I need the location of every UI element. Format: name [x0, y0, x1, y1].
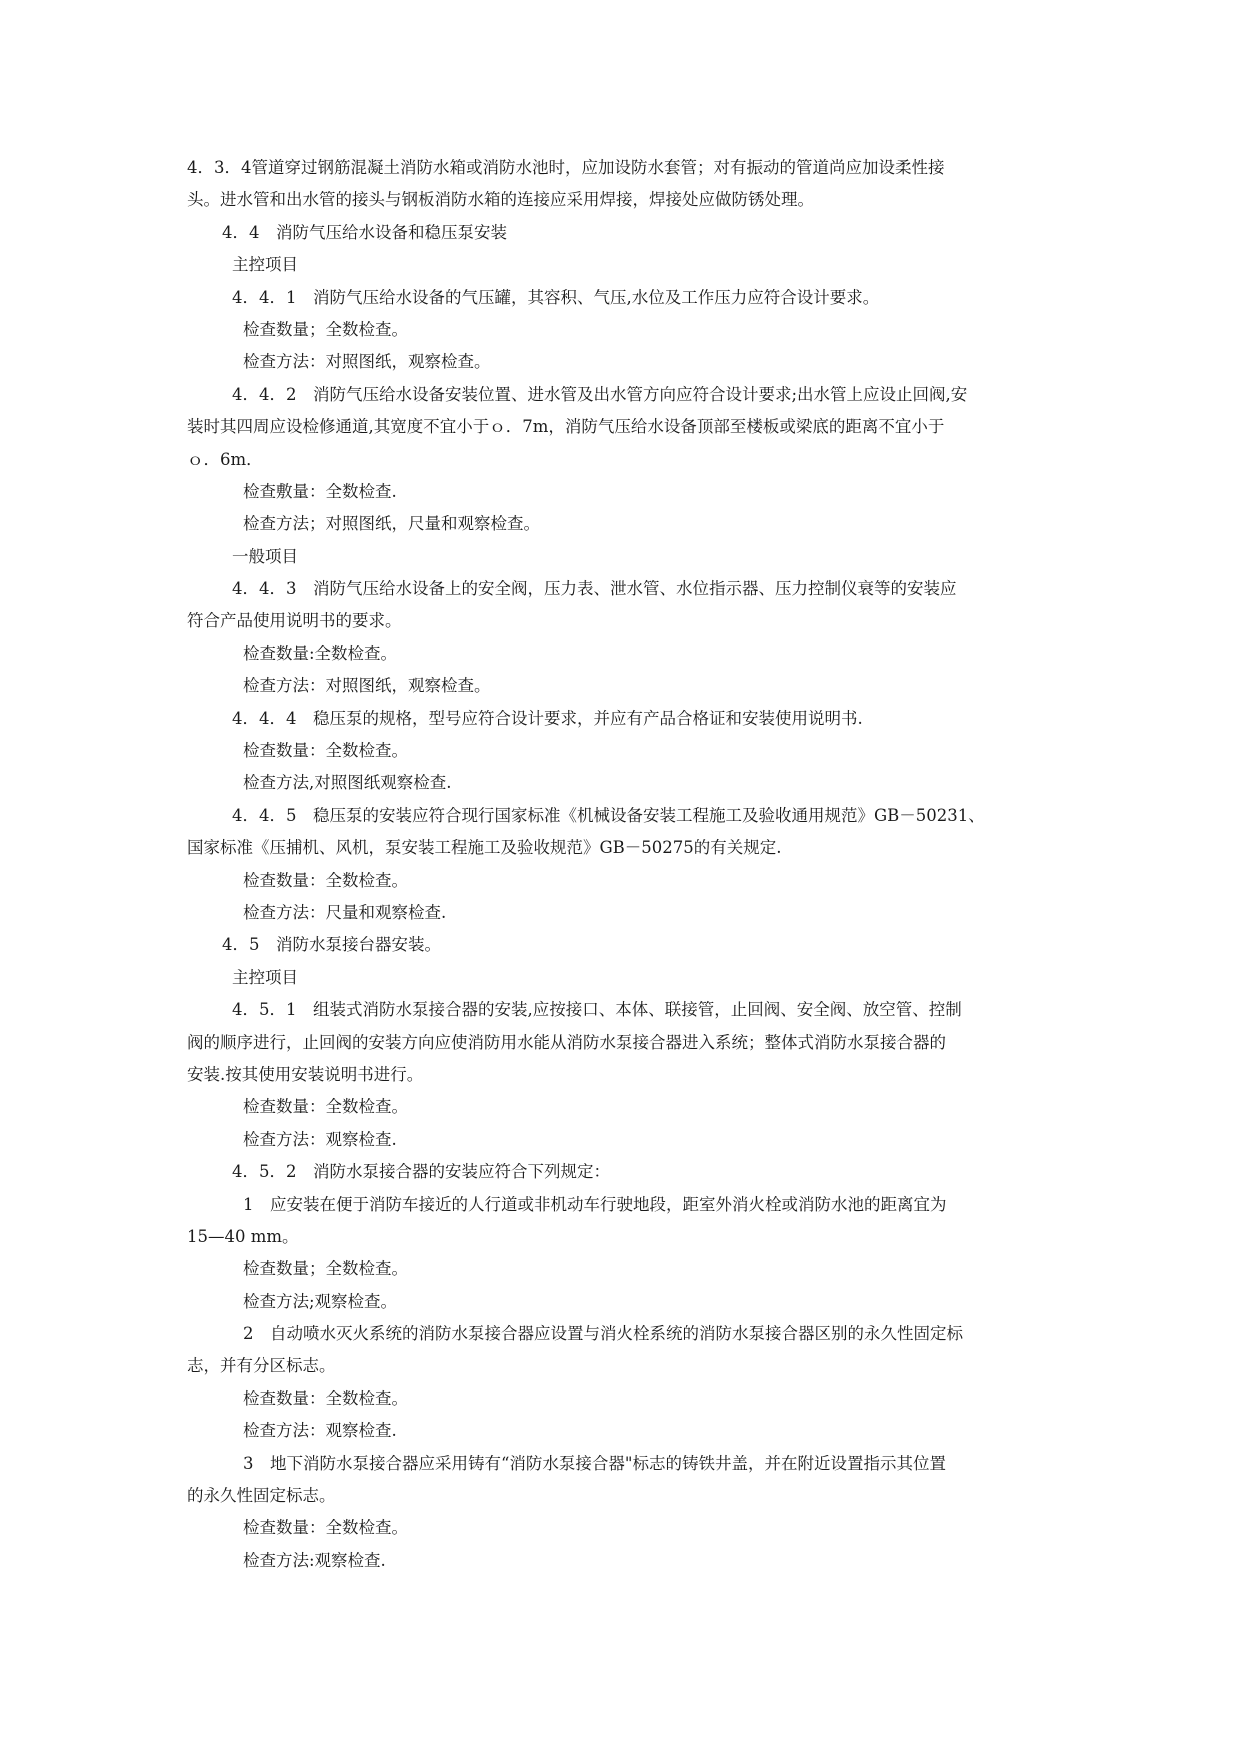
text-line: 检查方法,对照图纸观察检查. [243, 773, 452, 793]
text-line: 检查数量：全数检查。 [243, 870, 408, 890]
text-line: 装时其四周应设检修通道,其宽度不宜小于ｏ．7m，消防气压给水设备顶部至楼板或梁底的距离不宜小于 [187, 417, 945, 437]
text-line: 4．5．2 消防水泵接合器的安装应符合下列规定： [232, 1162, 610, 1182]
text-line: 一般项目 [232, 546, 298, 566]
text-line: 的永久性固定标志。 [187, 1486, 336, 1506]
text-line: 4．4．4 稳压泵的规格，型号应符合设计要求，并应有产品合格证和安装使用说明书. [232, 708, 863, 728]
text-line: 检查方法：观察检查. [243, 1421, 397, 1441]
text-line: 国家标准《压捕机、风机，泵安装工程施工及验收规范》GB－50275的有关规定. [187, 838, 782, 858]
text-line: 检查数量；全数检查。 [243, 319, 408, 339]
text-line: 4．4．1 消防气压给水设备的气压罐，其容积、气压,水位及工作压力应符合设计要求。 [232, 287, 880, 307]
text-line: 安装.按其使用安装说明书进行。 [187, 1064, 424, 1084]
text-line: 4．5 消防水泵接台器安装。 [222, 935, 441, 955]
text-line: 检查敷量：全数检查. [243, 481, 397, 501]
text-line: 检查方法;观察检查。 [243, 1291, 398, 1311]
text-line: 符合产品使用说明书的要求。 [187, 611, 402, 631]
text-line: 2 自动喷水灭火系统的消防水泵接合器应设置与消火栓系统的消防水泵接合器区别的永久性固定标 [243, 1324, 963, 1344]
text-line: 检查数量：全数检查。 [243, 1388, 408, 1408]
text-line: 4．4．2 消防气压给水设备安装位置、进水管及出水管方向应符合设计要求;出水管上应设止回阀,安 [232, 384, 968, 404]
text-line: 检查方法：尺量和观察检查. [243, 902, 447, 922]
text-line: 头。进水管和出水管的接头与钢板消防水箱的连接应采用焊接，焊接处应做防锈处理。 [187, 190, 814, 210]
text-line: 4．4 消防气压给水设备和稳压泵安装 [222, 222, 507, 242]
text-line: 志，并有分区标志。 [187, 1356, 336, 1376]
text-line: 检查数量：全数检查。 [243, 1097, 408, 1117]
text-line: 主控项目 [232, 255, 298, 275]
document-body [187, 152, 1055, 1577]
text-line: 主控项目 [232, 967, 298, 987]
text-line: 阀的顺序进行，止回阀的安装方向应使消防用水能从消防水泵接合器进入系统；整体式消防水泵接合器的 [187, 1032, 946, 1052]
text-line: 检查数量：全数检查。 [243, 741, 408, 761]
text-line: 检查方法：对照图纸，观察检查。 [243, 676, 491, 696]
text-line: 检查数量；全数检查。 [243, 1259, 408, 1279]
text-line: 4．4．3 消防气压给水设备上的安全阀，压力表、泄水管、水位指示器、压力控制仪衰等的安装应 [232, 579, 957, 599]
text-line: 3 地下消防水泵接合器应采用铸有“消防水泵接合器"标志的铸铁井盖，并在附近设置指示其位置 [243, 1453, 947, 1473]
text-line: 4．3．4管道穿过钢筋混凝土消防水箱或消防水池时，应加设防水套管；对有振动的管道尚应加设柔性接 [187, 158, 945, 177]
text-line: 15—40 mm。 [187, 1226, 299, 1246]
text-line: 检查方法；对照图纸，尺量和观察检查。 [243, 514, 540, 534]
text-line: 检查数量:全数检查。 [243, 643, 398, 663]
text-line: 检查方法：观察检查. [243, 1129, 397, 1149]
text-line: 4．4．5 稳压泵的安装应符合现行国家标准《机械设备安装工程施工及验收通用规范》GB－50231、 [232, 805, 985, 825]
text-line: ｏ．6m． [187, 449, 263, 469]
text-line: 检查数量：全数检查。 [243, 1518, 408, 1538]
text-line: 4．5．1 组装式消防水泵接合器的安装,应按接口、本体、联接管，止回阀、安全阀、放空管、控制 [232, 1000, 962, 1020]
text-line: 1 应安装在便于消防车接近的人行道或非机动车行驶地段，距室外消火栓或消防水池的距离宜为 [243, 1194, 947, 1214]
text-line: 检查方法：对照图纸，观察检查。 [243, 352, 491, 372]
text-line: 检查方法:观察检查. [243, 1550, 386, 1570]
